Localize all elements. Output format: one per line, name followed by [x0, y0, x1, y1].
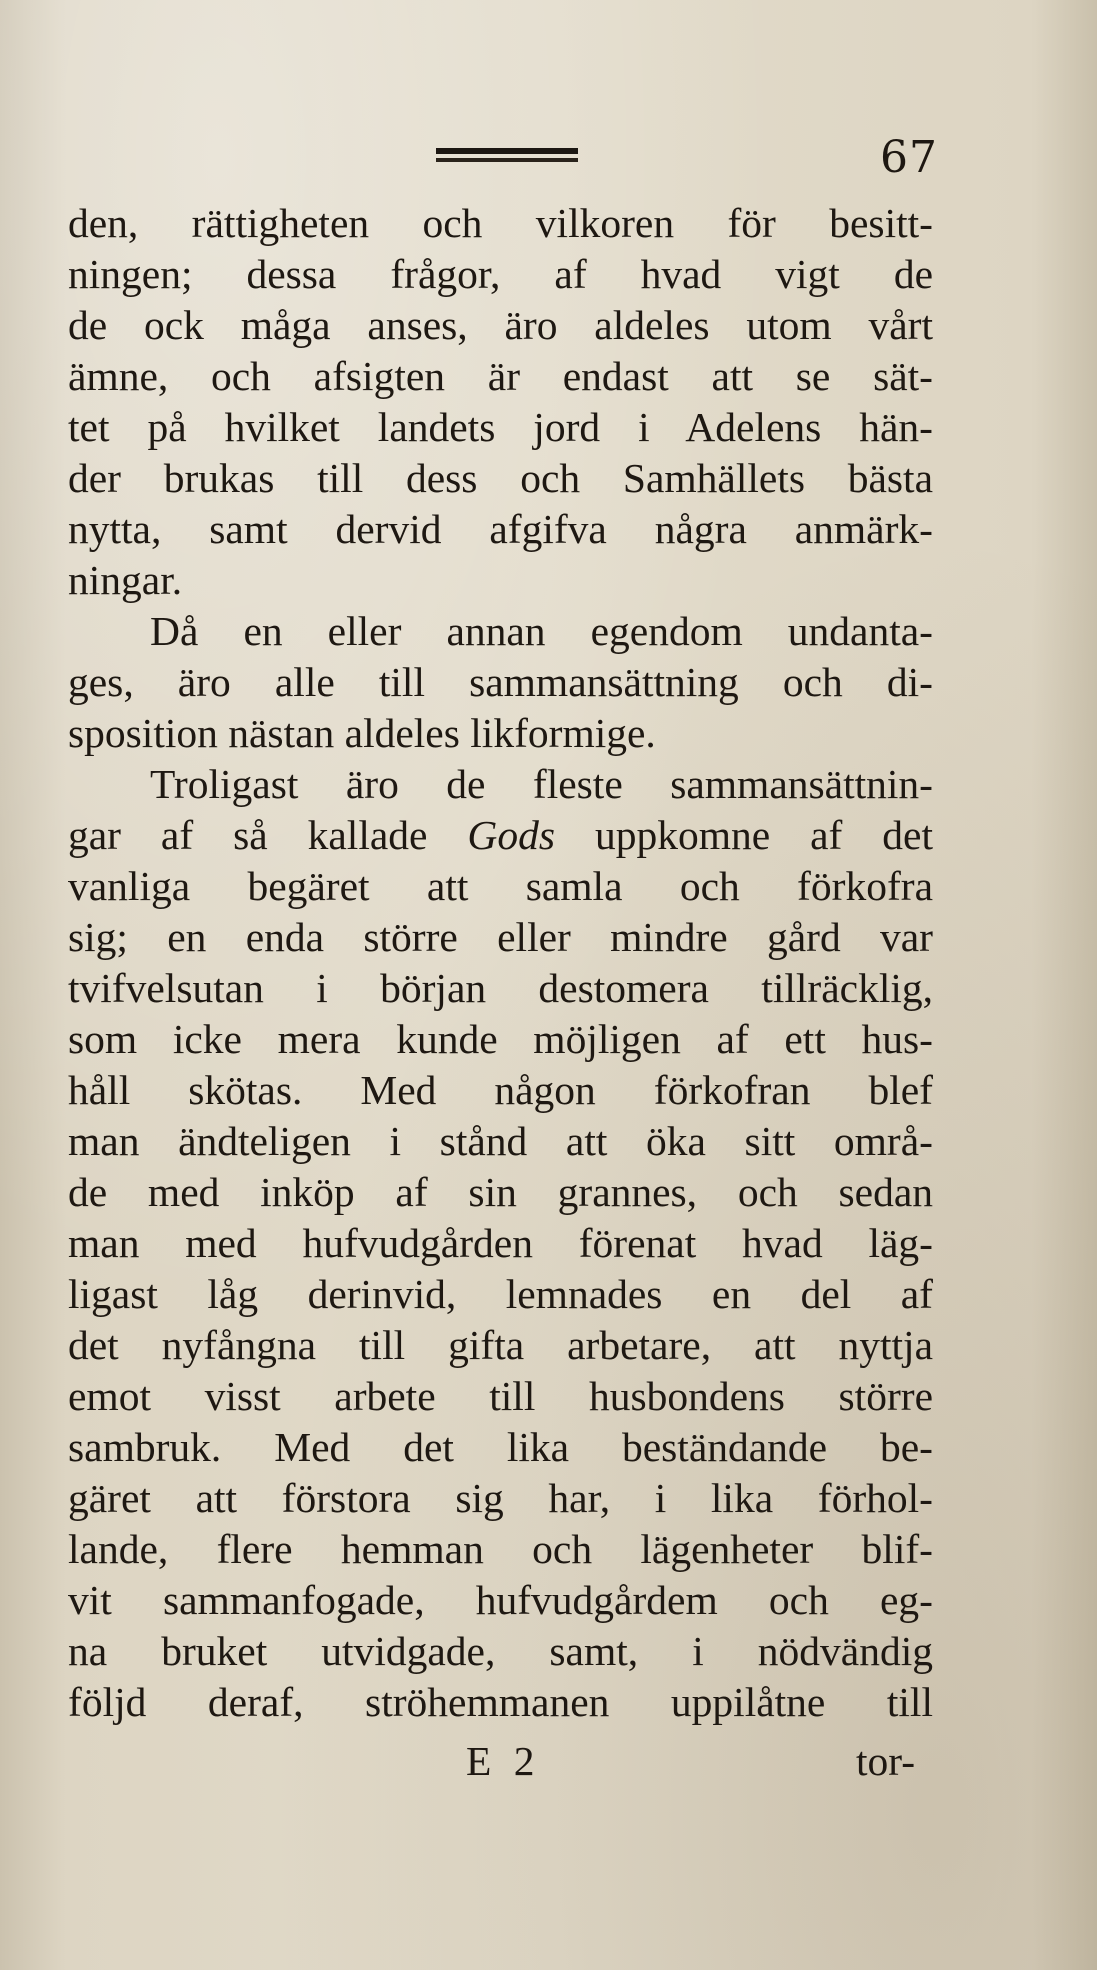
text-line: de med inköp af sin grannes, och sedan [68, 1169, 933, 1215]
text-line: tvifvelsutan i början destomera tillräcklig, [68, 965, 933, 1011]
italic-term: Gods [467, 812, 556, 858]
text-line: sambruk. Med det lika beständande be- [68, 1424, 933, 1470]
text-segment: uppkomne af det [555, 812, 934, 858]
page-number: 67 [880, 132, 938, 183]
text-line: man med hufvudgården förenat hvad läg- [68, 1220, 933, 1266]
text-line: håll skötas. Med någon förkofran blef [68, 1067, 933, 1113]
text-line: följd deraf, ströhemmanen uppilåtne till [68, 1679, 933, 1725]
text-line: den, rättigheten och vilkoren för besitt- [68, 200, 933, 246]
text-line: ningen; dessa frågor, af hvad vigt de [68, 251, 933, 297]
text-line: ligast låg derinvid, lemnades en del af [68, 1271, 933, 1317]
text-line: tet på hvilket landets jord i Adelens hän- [68, 404, 933, 450]
text-line: sposition nästan aldeles likformige. [68, 710, 656, 756]
text-line: emot visst arbete till husbondens större [68, 1373, 933, 1419]
text-line: Troligast äro de fleste sammansättnin- [150, 761, 933, 807]
header-rule-thick [436, 148, 578, 154]
text-line: man ändteligen i stånd att öka sitt områ- [68, 1118, 933, 1164]
text-line: vanliga begäret att samla och förkofra [68, 863, 933, 909]
text-line: Då en eller annan egendom undanta- [150, 608, 933, 654]
header-rule [436, 148, 578, 164]
text-line: gäret att förstora sig har, i lika förhol- [68, 1475, 933, 1521]
text-line [68, 810, 933, 861]
text-line: sig; en enda större eller mindre gård var [68, 914, 933, 960]
text-segment: gar af så kallade [68, 812, 468, 858]
header-rule-thin [436, 158, 578, 162]
text-line: na bruket utvidgade, samt, i nödvändig [68, 1628, 933, 1674]
text-line: lande, flere hemman och lägenheter blif- [68, 1526, 933, 1572]
text-line: ges, äro alle till sammansättning och di- [68, 659, 933, 705]
text-line: ningar. [68, 557, 183, 603]
text-line: som icke mera kunde möjligen af ett hus- [68, 1016, 933, 1062]
text-line: vit sammanfogade, hufvudgårdem och eg- [68, 1577, 933, 1623]
text-line: det nyfångna till gifta arbetare, att nyttja [68, 1322, 933, 1368]
text-line: nytta, samt dervid afgifva några anmärk- [68, 506, 933, 552]
body-text [68, 198, 933, 1728]
text-line: ämne, och afsigten är endast att se sät- [68, 353, 933, 399]
text-line: de ock måga anses, äro aldeles utom vårt [68, 302, 933, 348]
catchword: tor- [856, 1738, 916, 1784]
text-line: der brukas till dess och Samhällets bästa [68, 455, 933, 501]
signature-mark: E 2 [466, 1738, 541, 1784]
